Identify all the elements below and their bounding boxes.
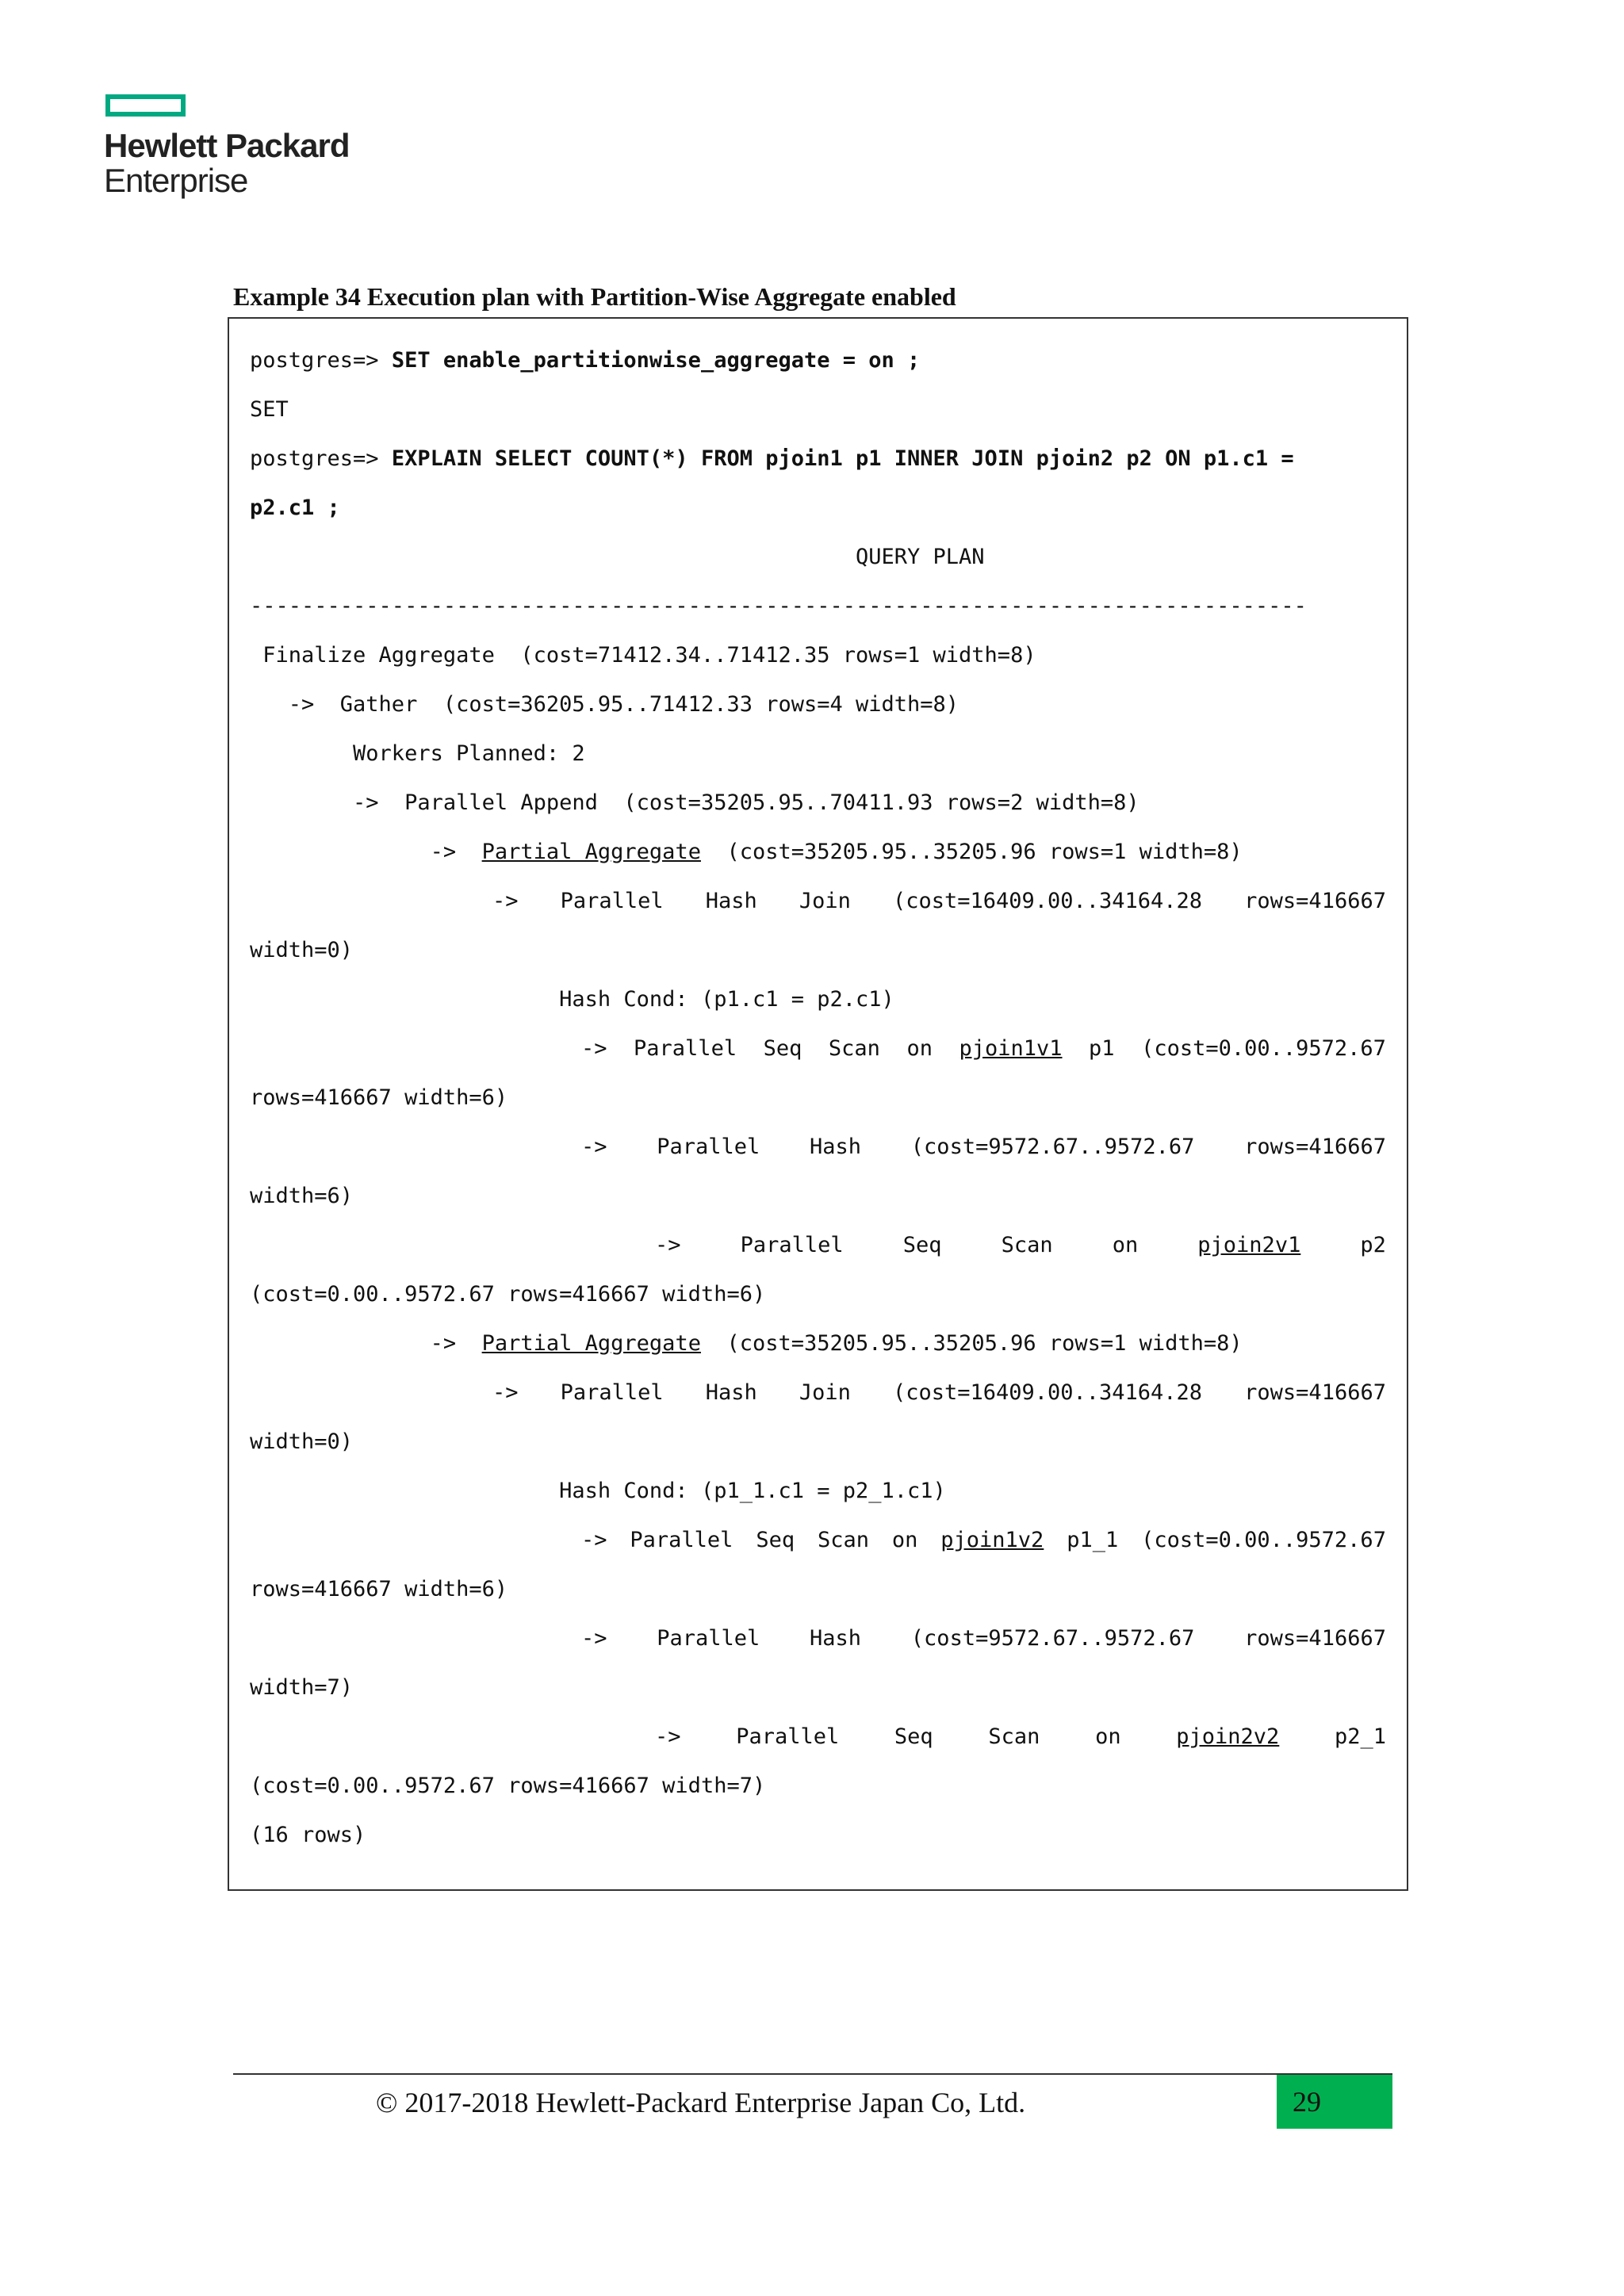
code-line: -> Parallel Append (cost=35205.95..70411.93 rows=2 width=8) xyxy=(250,790,1139,815)
footer-divider xyxy=(233,2073,1392,2075)
code-word: -> xyxy=(581,1036,607,1061)
code-word: Seq xyxy=(894,1724,933,1749)
code-word: Parallel xyxy=(657,1135,760,1159)
code-word: Hash xyxy=(810,1626,862,1651)
code-line: SET xyxy=(250,397,289,422)
code-word: Join xyxy=(799,1380,851,1405)
code-word: Seq xyxy=(902,1233,942,1257)
code-word: Parallel xyxy=(736,1724,840,1749)
footer-copyright: © 2017-2018 Hewlett-Packard Enterprise Japan Co, Ltd. xyxy=(376,2087,1026,2118)
code-word: (cost=9572.67..9572.67 xyxy=(910,1626,1195,1651)
table-name-link: pjoin2v2 xyxy=(1176,1724,1280,1749)
code-line: -> Gather (cost=36205.95..71412.33 rows=4 width=8) xyxy=(250,692,959,717)
code-line: Hash Cond: (p1_1.c1 = p2_1.c1) xyxy=(250,1479,946,1503)
code-line xyxy=(250,1712,1386,1762)
code-word: -> xyxy=(581,1135,607,1159)
code-line xyxy=(250,1614,1386,1663)
code-block xyxy=(228,317,1408,1891)
code-word: Scan xyxy=(1001,1233,1053,1257)
logo-text-line2: Enterprise xyxy=(104,162,248,199)
code-line: (cost=0.00..9572.67 rows=416667 width=6) xyxy=(250,1282,766,1307)
code-word: on xyxy=(906,1036,933,1061)
code-line: width=0) xyxy=(250,1429,354,1454)
code-word: -> xyxy=(492,1380,519,1405)
code-line: (16 rows) xyxy=(250,1823,366,1847)
code-line: postgres=> EXPLAIN SELECT COUNT(*) FROM pjoin1 p1 INNER JOIN pjoin2 p2 ON p1.c1 = xyxy=(250,446,1294,471)
code-line xyxy=(250,1123,1386,1172)
code-line: -> Partial Aggregate (cost=35205.95..35205.96 rows=1 width=8) xyxy=(250,1331,1243,1356)
code-word: Parallel xyxy=(560,1380,664,1405)
code-word: rows=416667 xyxy=(1244,1380,1386,1405)
code-word: Parallel xyxy=(740,1233,844,1257)
code-divider: ---------------------------------------------------------------------------------- xyxy=(250,594,1307,618)
code-word: Hash xyxy=(810,1135,862,1159)
code-word: Join xyxy=(799,889,851,913)
code-word: -> xyxy=(581,1626,607,1651)
code-line xyxy=(250,1024,1386,1073)
code-word: (cost=0.00..9572.67 xyxy=(1141,1036,1386,1061)
code-line xyxy=(250,1221,1386,1270)
table-name-link: pjoin1v2 xyxy=(940,1528,1044,1552)
code-line: width=6) xyxy=(250,1184,354,1208)
code-line: p2.c1 ; xyxy=(250,496,340,520)
code-word: Parallel xyxy=(657,1626,760,1651)
code-word: rows=416667 xyxy=(1244,1626,1386,1651)
code-word: -> xyxy=(492,889,519,913)
code-line: QUERY PLAN xyxy=(250,545,985,569)
code-line: rows=416667 width=6) xyxy=(250,1577,508,1601)
code-word: rows=416667 xyxy=(1244,889,1386,913)
page-number-badge xyxy=(1277,2075,1392,2129)
code-word: Seq xyxy=(763,1036,802,1061)
code-word: p1 xyxy=(1089,1036,1115,1061)
code-word: (cost=16409.00..34164.28 xyxy=(892,1380,1203,1405)
code-word: Scan xyxy=(828,1036,880,1061)
code-word: -> xyxy=(655,1724,681,1749)
code-line: Workers Planned: 2 xyxy=(250,741,585,766)
code-word: -> xyxy=(655,1233,681,1257)
code-word: Scan xyxy=(817,1528,869,1552)
code-line: rows=416667 width=6) xyxy=(250,1085,508,1110)
code-word: (cost=0.00..9572.67 xyxy=(1141,1528,1386,1552)
code-line: width=0) xyxy=(250,938,354,962)
code-line: (cost=0.00..9572.67 rows=416667 width=7) xyxy=(250,1774,766,1798)
code-word: (cost=16409.00..34164.28 xyxy=(892,889,1203,913)
code-word: Seq xyxy=(756,1528,795,1552)
logo-text-line1: Hewlett Packard xyxy=(104,127,350,164)
code-word: on xyxy=(891,1528,918,1552)
partial-aggregate-link: Partial Aggregate xyxy=(481,1331,701,1356)
code-word: Parallel xyxy=(634,1036,737,1061)
table-name-link: pjoin2v1 xyxy=(1197,1233,1301,1257)
code-word: rows=416667 xyxy=(1244,1135,1386,1159)
code-word: Scan xyxy=(988,1724,1040,1749)
code-line xyxy=(250,1516,1386,1565)
code-word: (cost=9572.67..9572.67 xyxy=(910,1135,1195,1159)
page-number: 29 xyxy=(1293,2086,1321,2118)
code-word: Parallel xyxy=(560,889,664,913)
code-word: on xyxy=(1112,1233,1139,1257)
table-name-link: pjoin1v1 xyxy=(959,1036,1063,1061)
code-line: Finalize Aggregate (cost=71412.34..71412.35 rows=1 width=8) xyxy=(250,643,1036,668)
code-line: postgres=> SET enable_partitionwise_aggregate = on ; xyxy=(250,348,921,373)
code-line: -> Partial Aggregate (cost=35205.95..35205.96 rows=1 width=8) xyxy=(250,840,1243,864)
code-word: p1_1 xyxy=(1067,1528,1119,1552)
code-word: on xyxy=(1095,1724,1121,1749)
code-word: p2 xyxy=(1360,1233,1386,1257)
hpe-logo-mark-icon xyxy=(105,94,186,117)
code-word: Hash xyxy=(705,889,757,913)
code-word: Hash xyxy=(705,1380,757,1405)
example-caption: Example 34 Execution plan with Partition-Wise Aggregate enabled xyxy=(233,282,956,311)
code-line xyxy=(250,877,1386,926)
partial-aggregate-link: Partial Aggregate xyxy=(481,840,701,864)
code-line: width=7) xyxy=(250,1675,354,1700)
code-word: Parallel xyxy=(630,1528,733,1552)
code-line: Hash Cond: (p1.c1 = p2.c1) xyxy=(250,987,894,1012)
code-line xyxy=(250,1368,1386,1418)
code-word: p2_1 xyxy=(1334,1724,1386,1749)
code-word: -> xyxy=(581,1528,607,1552)
